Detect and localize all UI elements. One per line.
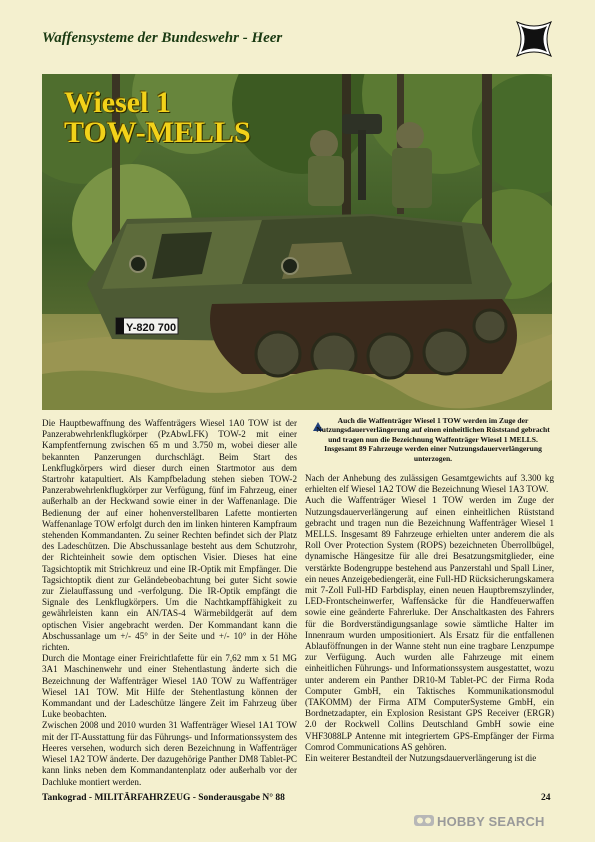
article-title-line1: Wiesel 1 — [64, 86, 171, 119]
publication-footer: Tankograd - MILITÄRFAHRZEUG - Sonderausgabe N° 88 — [42, 793, 285, 803]
paragraph: Nach der Anhebung des zulässigen Gesamtgewichts auf 3.300 kg erhielten elf Wiesel 1A2 TOW die Bezeichnung Wiesel 1A3 TOW. — [305, 473, 554, 495]
photo-caption: Auch die Waffenträger Wiesel 1 TOW werden im Zuge der Nutzungsdauerverlängerung auf einen einheitlichen Rüststand gebracht und tragen nun die Bezeichnung Waffenträger Wiesel 1 MELLS. Insgesamt 89 Fahrzeuge werden einer Nutzungsdauerverlängerung unterzogen. — [316, 416, 550, 463]
section-title: Waffensysteme der Bundeswehr - Heer — [42, 30, 283, 46]
paragraph: Zwischen 2008 und 2010 wurden 31 Waffenträger Wiesel 1A1 TOW mit der IT-Ausstattung für das Führungs- und Informationssystem des Heeres versehen, wodurch sich deren Bezeichnung in Waffenträger Wiesel 1A2 TOW änderte. Der dazugehörige Panther DM8 Tablet-PC kann links neben dem Kommandantenplatz oder außerhalb vor der Dachluke montiert werden. — [42, 720, 297, 787]
paragraph: Ein weiterer Bestandteil der Nutzungsdauerverlängerung ist die — [305, 753, 537, 764]
page-number: 24 — [541, 793, 551, 803]
watermark: HOBBY SEARCH — [437, 814, 545, 829]
body-column-2 — [305, 473, 554, 764]
body-column-1 — [42, 418, 297, 788]
paragraph: Durch die Montage einer Freirichtlafette für ein 7,62 mm x 51 MG 3A1 Maschinenwehr und einer Stehentlastung änderte sich die Bezeichnung der Waffenträger Wiesel 1A0 TOW zu Waffenträger Wiesel 1A1 TOW. Mit Hilfe der Stehentlastung können der Kommandant und der Ladeschütze längere Zeit im Fahrzeug über Luke beobachten. — [42, 653, 297, 720]
iron-cross-emblem — [513, 18, 555, 60]
paragraph: Die Hauptbewaffnung des Waffenträgers Wiesel 1A0 TOW ist der Panzerabwehrlenkflugkörper (PzAbwLFK) TOW-2 mit einer Kampfentfernung zwischen 65 m und 3.750 m, wobei dieser alle bekannten Panzerungen durchschlägt. Beim Start des Lenkflugkörpers wird dieser durch einen Startmotor aus dem Startrohr katapultiert. Als Kampfbeladung stehen sieben TOW-2 Panzerabwehrlenkflugkörper zur Verfügung, fünf im Fahrzeug, einer außerhalb an der Heckwand sowie einer in der Waffenanlage. Die Bedienung der auf einer hohenverstellbaren Lafette montierten Waffenanlage TOW erfolgt durch den im linken hinteren Kampfraum stehenden Kommandanten. Zu seiner Rechten befindet sich der Platz des Ladeschützen. Die Abschussanlage besteht aus dem Schutzrohr, der Richteinheit sowie dem optischen Visier. Dieses hat eine Tagsichtoptik mit Strichkreuz und eine IR-Optik mit Empfänger. Die Tagsichtoptik dient zur Geländebeobachtung bei guter Sicht sowie zur Zielauffassung und -verfolgung. Die IR-Optik empfängt die Signale des Lenkflugkörpers. Um die Nachtkampffähigkeit zu gewährleisten kann ein AN/TAS-4 Wärmebildgerät auf dem optischen Visier angebracht werden. Der Kommandant kann die Abschussanlage um +/- 45° in der Seite und +/- 10° in der Höhe richten. — [42, 418, 297, 653]
article-title-line2: TOW-MELLS — [64, 116, 251, 149]
hobby-search-logo-icon — [413, 812, 435, 829]
license-plate: Y-820 700 — [126, 322, 177, 334]
paragraph: Auch die Waffenträger Wiesel 1 TOW werden im Zuge der Nutzungsdauerverlängerung auf einen einheitlichen Rüststand gebracht und tragen nun die Bezeichnung Waffenträger Wiesel 1 MELLS. Insgesamt 89 Fahrzeuge erhielten unter anderem die als Roll Over Protection System (ROPS) bezeichneten Überrollbügel, dynamische Hängesitze für alle drei Besatzungsmitglieder, eine verstärkte Bodengruppe bestehend aus Panzerstahl und Spall Liner, ein neues Anzeigebediengerät, eine Full-HD Rücksicherungskamera mit 7-Zoll Full-HD Farbdisplay, einen neuen Hauptbremszylinder, LED-Frontscheinwerfer, Waffensäcke für die Handfeuerwaffen sowie eine geänderte Fahrerluke. Der Anschaltkasten des Fahrers für die Bordverständigungsanlage sowie sämtliche Halter im Innenraum wurden umpositioniert. Als Ersatz für die entfallenen Ablauföffnungen in der Wanne steht nun eine tragbare Lenzpumpe zur Verfügung. Auch wurden alle Fahrzeuge mit einem einheitlichen Führungs- und Informationssystem ausgestattet, wozu unter anderem ein Panther DR10-M Tablet-PC der Firma Roda Computer GmbH, ein Taktisches Kommunikationsmodul (TAKOMM) der Firma ATM ComputerSysteme GmbH, ein Bordnetzadapter, ein Explosion Resistant GPS Receiver (ERGR) 2.0 der Rockwell Collins Deutschland GmbH sowie eine VHF3088LP Antenne mit integriertem GPS-Empfänger der Firma Comrod Communications AS gehören. — [305, 495, 554, 752]
